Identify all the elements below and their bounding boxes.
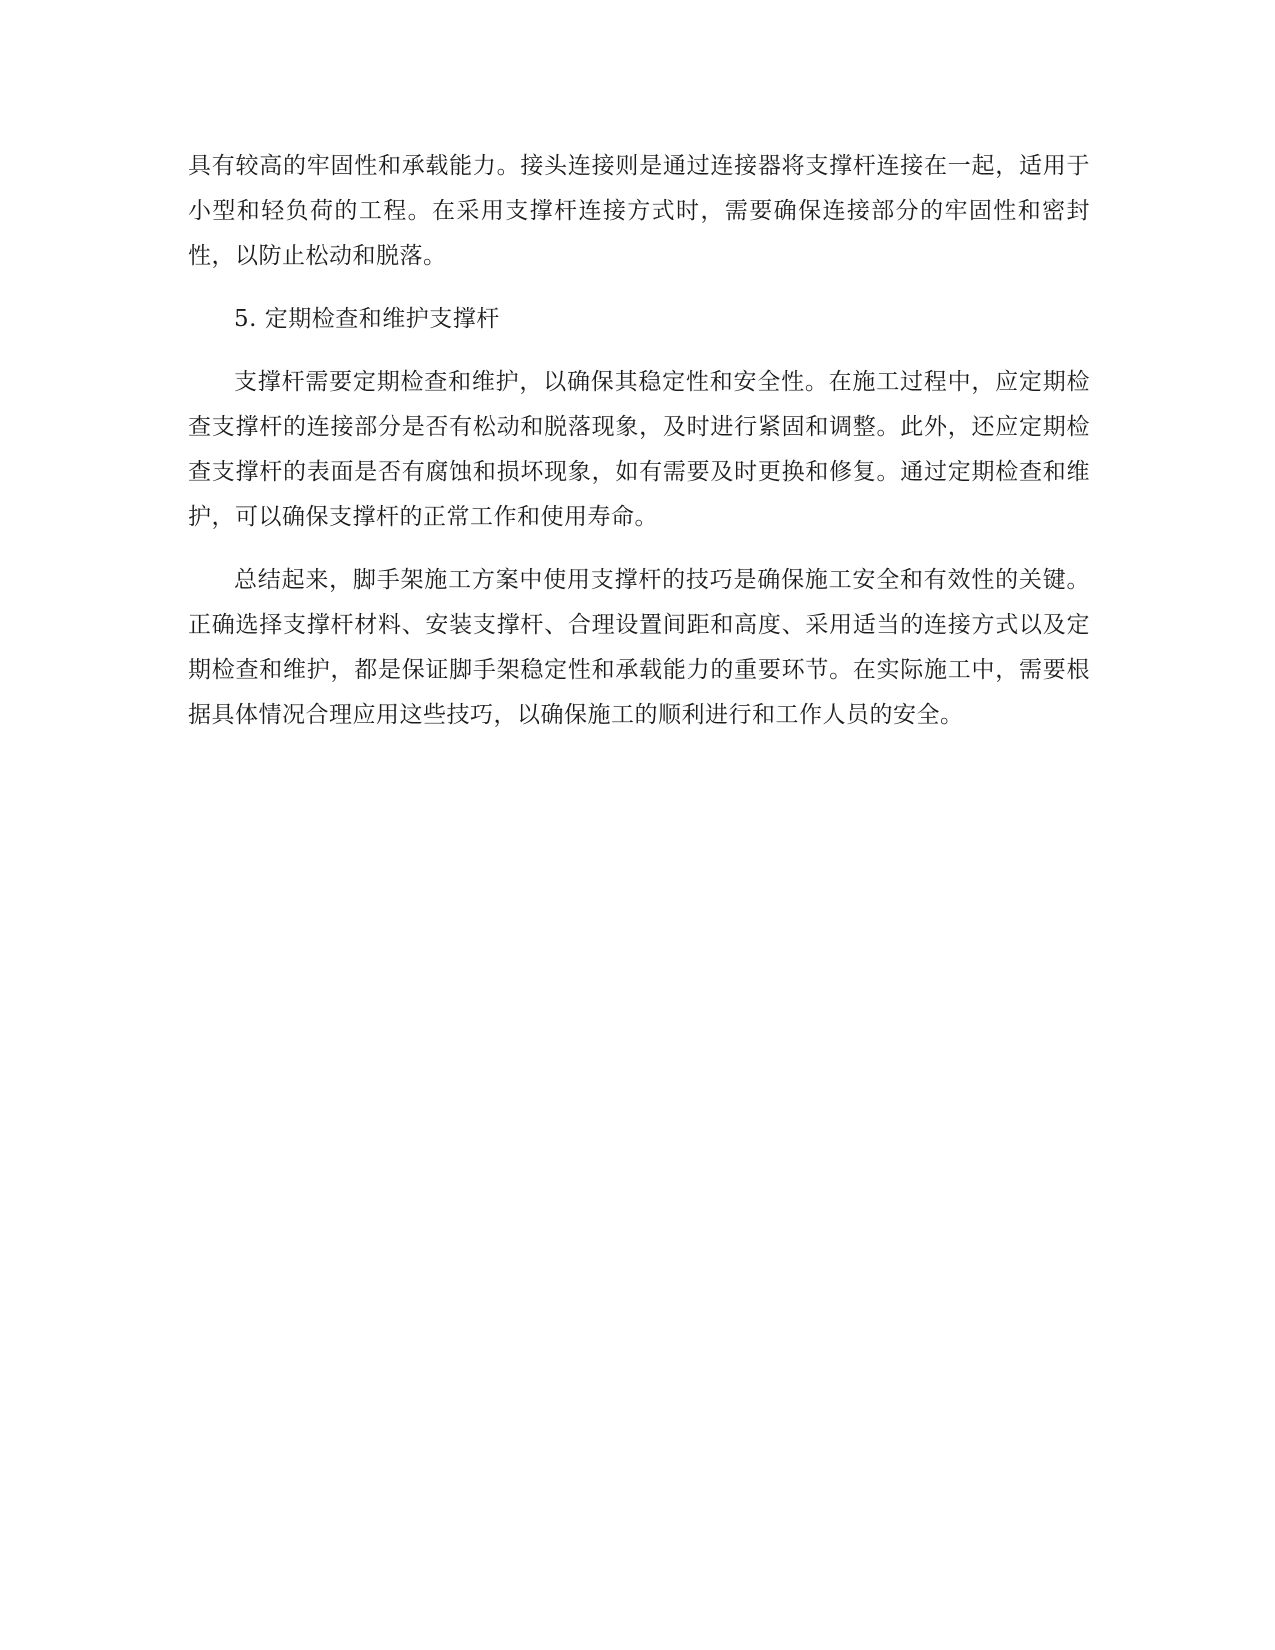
paragraph-connection-methods: 具有较高的牢固性和承载能力。接头连接则是通过连接器将支撑杆连接在一起，适用于小型和轻负荷的工程。在采用支撑杆连接方式时，需要确保连接部分的牢固性和密封性，以防止松动和脱落。 — [188, 153, 1090, 269]
paragraph-summary: 总结起来，脚手架施工方案中使用支撑杆的技巧是确保施工安全和有效性的关键。正确选择支撑杆材料、安装支撑杆、合理设置间距和高度、采用适当的连接方式以及定期检查和维护，都是保证脚手架稳定性和承载能力的重要环节。在实际施工中，需要根据具体情况合理应用这些技巧，以确保施工的顺利进行和工作人员的安全。 — [188, 567, 1090, 728]
section-heading-inspection: 5. 定期检查和维护支撑杆 — [234, 306, 500, 332]
paragraph-inspection-maintenance: 支撑杆需要定期检查和维护，以确保其稳定性和安全性。在施工过程中，应定期检查支撑杆的连接部分是否有松动和脱落现象，及时进行紧固和调整。此外，还应定期检查支撑杆的表面是否有腐蚀和损坏现象，如有需要及时更换和修复。通过定期检查和维护，可以确保支撑杆的正常工作和使用寿命。 — [188, 369, 1090, 530]
document-body — [188, 144, 1090, 756]
